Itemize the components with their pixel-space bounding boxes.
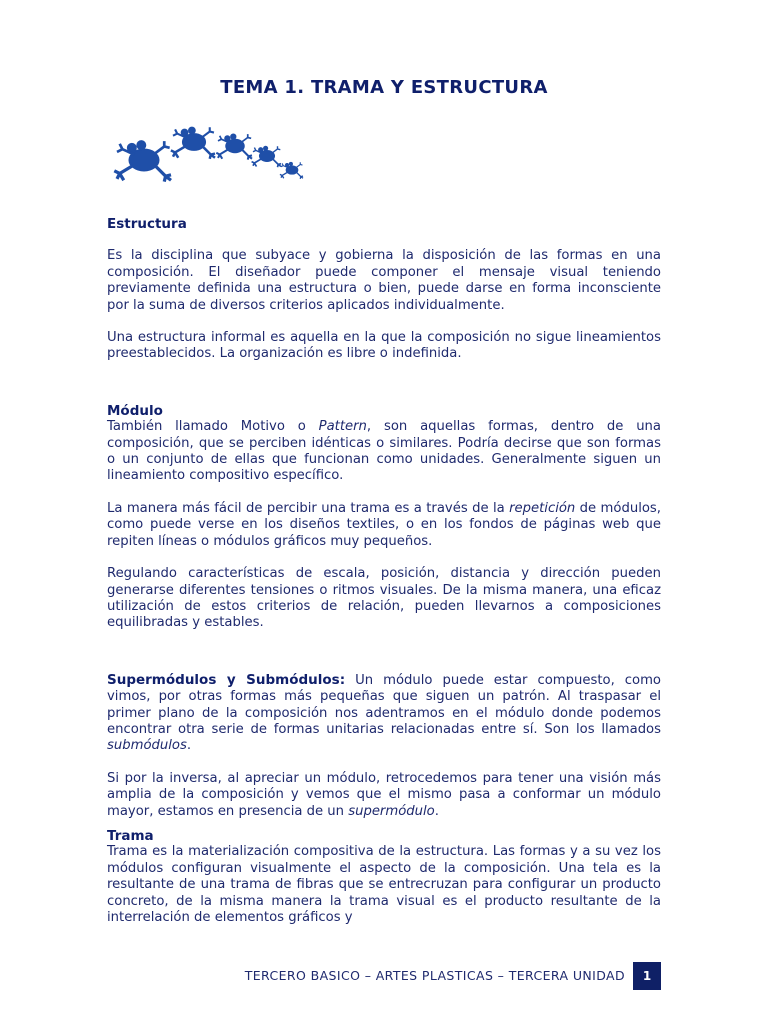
- frogs-illustration: [112, 118, 312, 188]
- page-number: 1: [633, 962, 661, 990]
- paragraph: Es la disciplina que subyace y gobierna la disposición de las formas en una composición. El diseñador puede componer el mensaje visual teniendo previamente definida una estructura o bien, puede darse en forma inconsciente por la suma de diversos criterios aplicados individualmente.: [107, 248, 661, 313]
- paragraph: Supermódulos y Submódulos: Un módulo puede estar compuesto, como vimos, por otras formas más pequeñas que siguen un patrón. Al traspasar el primer plano de la composición nos adentramos en el módulo donde podemos encontrar otra serie de formas unitarias relacionadas entre sí. Son los llamados submódulos.: [107, 671, 661, 754]
- paragraph: La manera más fácil de percibir una trama es a través de la repetición de módulos, como puede verse en los diseños textiles, o en los fondos de páginas web que repiten líneas o módulos gráficos muy pequeños.: [107, 500, 661, 549]
- document-body: [107, 216, 661, 926]
- heading-trama: Trama: [107, 827, 154, 844]
- paragraph: Si por la inversa, al apreciar un módulo, retrocedemos para tener una visión más amplia de la composición y vemos que el mismo pasa a conformar un módulo mayor, estamos en presencia de un supermódulo.: [107, 770, 661, 819]
- heading-supermodulos: Supermódulos y Submódulos:: [107, 671, 346, 688]
- paragraph: Regulando características de escala, posición, distancia y dirección pueden generarse diferentes tensiones o ritmos visuales. De la misma manera, una eficaz utilización de estos criterios de relación, pueden llevarnos a composiciones equilibradas y estables.: [107, 566, 661, 631]
- heading-estructura: Estructura: [107, 216, 187, 232]
- paragraph: Una estructura informal es aquella en la que la composición no sigue lineamientos preestablecidos. La organización es libre o indefinida.: [107, 330, 661, 362]
- frog-icon: [114, 141, 171, 182]
- page-footer: [107, 962, 661, 992]
- document-title: TEMA 1. TRAMA Y ESTRUCTURA: [220, 77, 548, 98]
- paragraph: Trama es la materialización compositiva de la estructura. Las formas y a su vez los módulos configuran visualmente el aspecto de la composición. Una tela es la resultante de una trama de fibras que se entrecruzan para configurar un producto concreto, de la misma manera la trama visual es el producto resultante de la interrelación de elementos gráficos y: [107, 844, 661, 925]
- footer-text: TERCERO BASICO – ARTES PLASTICAS – TERCERA UNIDAD: [244, 968, 625, 983]
- heading-modulo: Módulo: [107, 402, 163, 419]
- paragraph: También llamado Motivo o Pattern, son aquellas formas, dentro de una composición, que se perciben idénticas o similares. Podría decirse que son formas o un conjunto de ellas que funcionan como unidades. Generalmente siguen un lineamiento compositivo específico.: [107, 419, 661, 484]
- frog-icon: [280, 162, 303, 179]
- frog-icon: [252, 146, 281, 167]
- frog-icon: [216, 134, 252, 160]
- frog-icon: [171, 127, 215, 159]
